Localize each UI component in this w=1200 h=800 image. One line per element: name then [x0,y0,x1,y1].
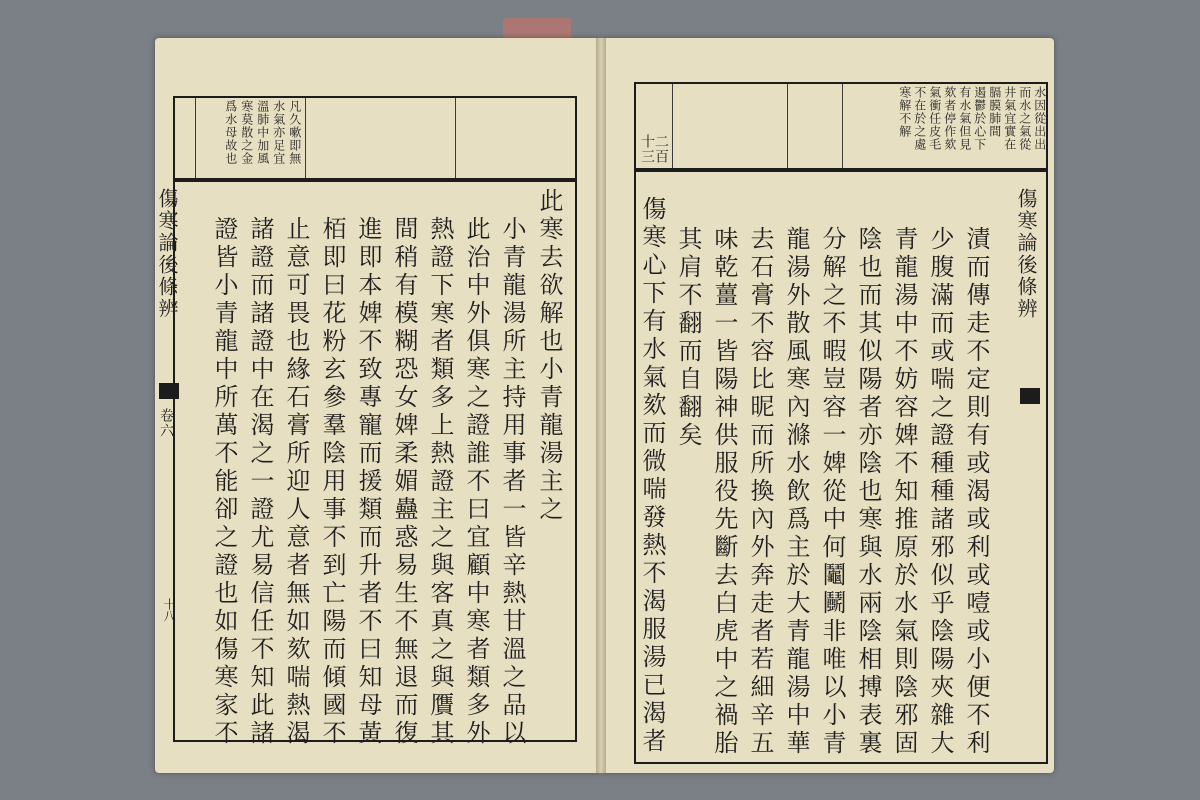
right-chapter-mark [1020,388,1040,404]
right-col-10: 漬而傳走不定則有或渴或利或噎或小便不利 [962,226,990,758]
left-col-8: 止意可畏也緣石膏所迎人意者無如欬喘熱渴 [282,216,310,748]
left-margin-title: 傷寒論後條辨 [155,188,179,320]
right-page [602,38,1054,773]
left-volume-label: 卷六 [158,408,174,438]
left-col-3: 此治中外俱寒之證誰不曰宜顧中寒者類多外 [462,216,490,748]
right-col-5: 龍湯外散風寒內滌水飲爲主於大青龍湯中華 [782,226,810,758]
left-note-5: 爲水母故也 [223,100,238,165]
right-col-9: 少腹滿而或喘之證種種諸邪似乎陰陽夾雜大 [926,226,954,758]
left-page [155,38,600,773]
left-chapter-mark [159,383,179,399]
right-note-4: 膈膜肺間 [987,86,1002,138]
left-note-2: 水氣亦足宜 [271,100,286,165]
left-col-9: 諸證而諸證中在渴之一證尤易信任不知此諸 [246,216,274,748]
right-col-2: 其肩不翻而自翻矣 [674,226,702,450]
left-col-6: 進即本婢不致專寵而援類而升者不曰知母黃 [354,216,382,748]
left-note-1: 凡久嗽即無 [287,100,302,165]
right-note-5: 遏鬱於心下 [972,86,987,151]
right-margin-title: 傷寒論後條辨 [1014,188,1038,320]
right-block-label-2: 二百 [653,134,669,164]
right-note-9: 不在於之處 [912,86,927,151]
right-col-8: 青龍湯中不妨容婢不知推原於水氣則陰邪固 [890,226,918,758]
right-note-10: 寒解不解 [897,86,912,138]
right-col-6: 分解之不暇豈容一婢從中何鬮鬭非唯以小青 [818,226,846,758]
left-col-2: 小青龍湯所主持用事者一皆辛熱甘溫之品以 [498,216,526,748]
right-note-8: 氣衝任皮毛 [927,86,942,151]
left-note-4: 寒莫散之金 [239,100,254,165]
right-col-7: 陰也而其似陽者亦陰也寒與水兩陰相搏表裏 [854,226,882,758]
right-note-3: 井氣宜實在 [1002,86,1017,151]
right-note-6: 有水氣但見 [957,86,972,151]
right-block-label: 十三 [639,134,655,164]
left-note-3: 溫肺中加風 [255,100,270,165]
left-folio: 十八 [162,598,176,622]
right-col-1: 傷寒心下有水氣欬而微喘發熱不渴服湯已渴者 [638,196,666,756]
right-note-7: 欬者停作欬 [942,86,957,151]
right-note-1: 水因從出出 [1032,86,1047,151]
left-col-5: 間稍有模糊恐女婢柔媚蠱惑易生不無退而復 [390,216,418,748]
left-col-10: 證皆小青龍中所萬不能卻之證也如傷寒家不 [210,216,238,748]
right-col-4: 去石膏不容比昵而所換內外奔走者若細辛五 [746,226,774,758]
left-col-4: 熱證下寒者類多上熱證主之與客真之與贋其 [426,216,454,748]
left-col-7: 栢即曰花粉玄參羣陰用事不到亡陽而傾國不 [318,216,346,748]
book-gutter [596,38,606,773]
right-col-3: 味乾薑一皆陽神供服役先斷去白虎中之禍胎 [710,226,738,758]
left-col-1: 此寒去欲解也小青龍湯主之 [535,188,563,524]
right-note-2: 而水之氣從 [1017,86,1032,151]
